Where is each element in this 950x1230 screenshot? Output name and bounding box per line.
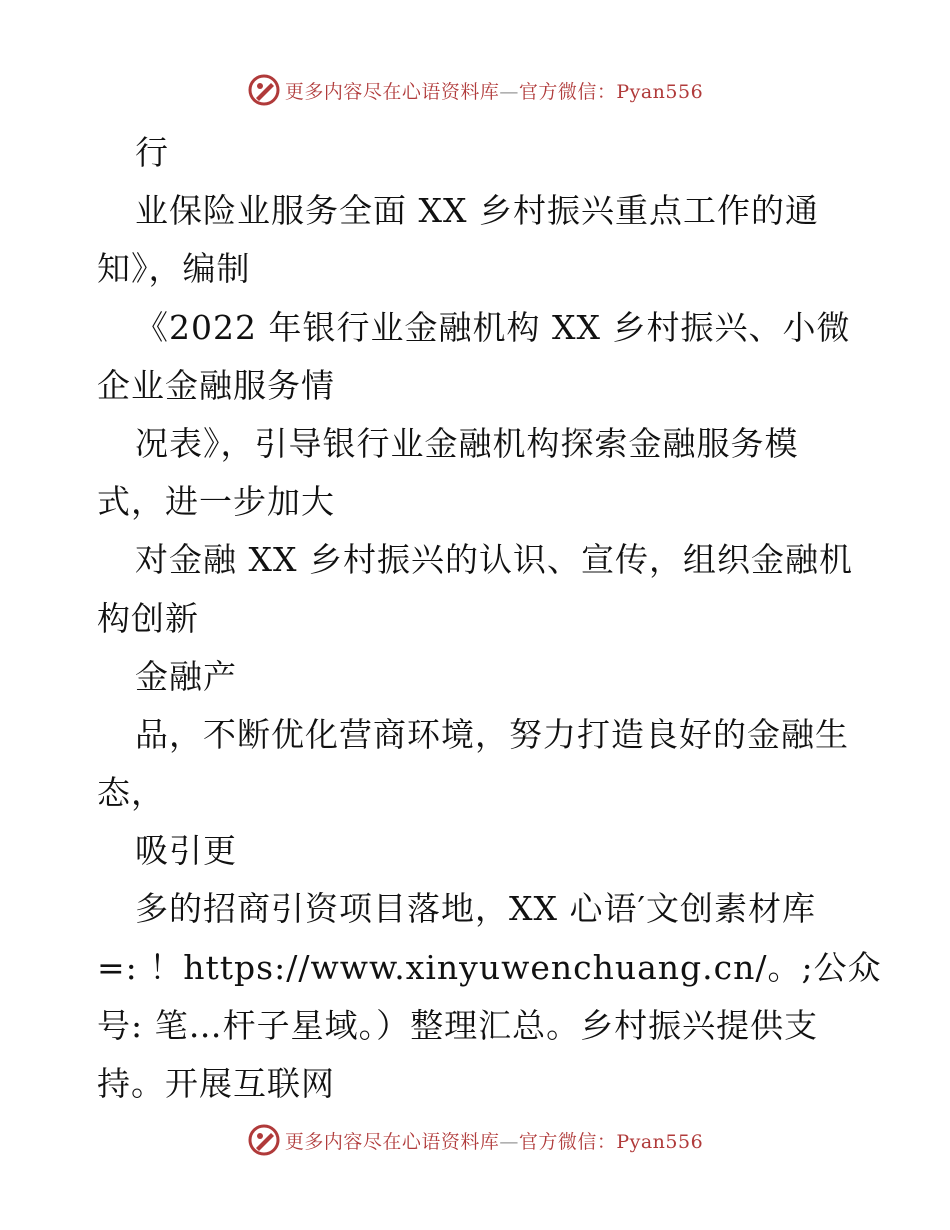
text-line: 企业金融服务情 <box>97 365 335 405</box>
banner-prefix: 更多内容尽在心语资料库 <box>284 1130 500 1153</box>
text-line: 构创新 <box>97 598 199 638</box>
quill-seal-icon <box>247 73 281 107</box>
banner-text <box>285 1127 703 1154</box>
banner-wechat: 官方微信：Pyan556 <box>518 80 704 103</box>
text-line: =: ！https://www.xinyuwenchuang.cn/。;公众 <box>97 947 882 987</box>
text-line: 况表》，引导银行业金融机构探索金融服务模 <box>135 423 799 463</box>
text-line: 式，进一步加大 <box>97 482 335 522</box>
text-line: 对金融 XX 乡村振兴的认识、宣传，组织金融机 <box>135 540 853 580</box>
banner-wechat: 官方微信：Pyan556 <box>518 1130 704 1153</box>
text-line: 业保险业服务全面 XX 乡村振兴重点工作的通 <box>135 191 819 231</box>
banner-prefix: 更多内容尽在心语资料库 <box>284 80 500 103</box>
quill-seal-icon <box>247 1123 281 1157</box>
text-line: 多的招商引资项目落地，XX 心语′文创素材库 <box>135 889 816 929</box>
banner-separator: — <box>499 80 519 103</box>
text-line: 行 <box>135 133 169 172</box>
text-line: 知》，编制 <box>97 249 251 289</box>
text-line: 品，不断优化营商环境，努力打造良好的金融生 <box>135 714 849 754</box>
text-line: 态， <box>97 773 165 813</box>
text-line: 金融产 <box>135 656 237 696</box>
text-line: 持。开展互联网 <box>97 1064 335 1103</box>
banner-text <box>285 77 703 104</box>
text-line: 号: 笔…杆子星域。）整理汇总。乡村振兴提供支 <box>97 1005 819 1045</box>
text-line: 《2022 年银行业金融机构 XX 乡村振兴、小微 <box>135 307 851 347</box>
banner-separator: — <box>499 1130 519 1153</box>
footer-banner <box>0 1120 950 1160</box>
text-line: 吸引更 <box>135 831 237 871</box>
header-banner <box>0 70 950 110</box>
document-body <box>97 124 882 1113</box>
